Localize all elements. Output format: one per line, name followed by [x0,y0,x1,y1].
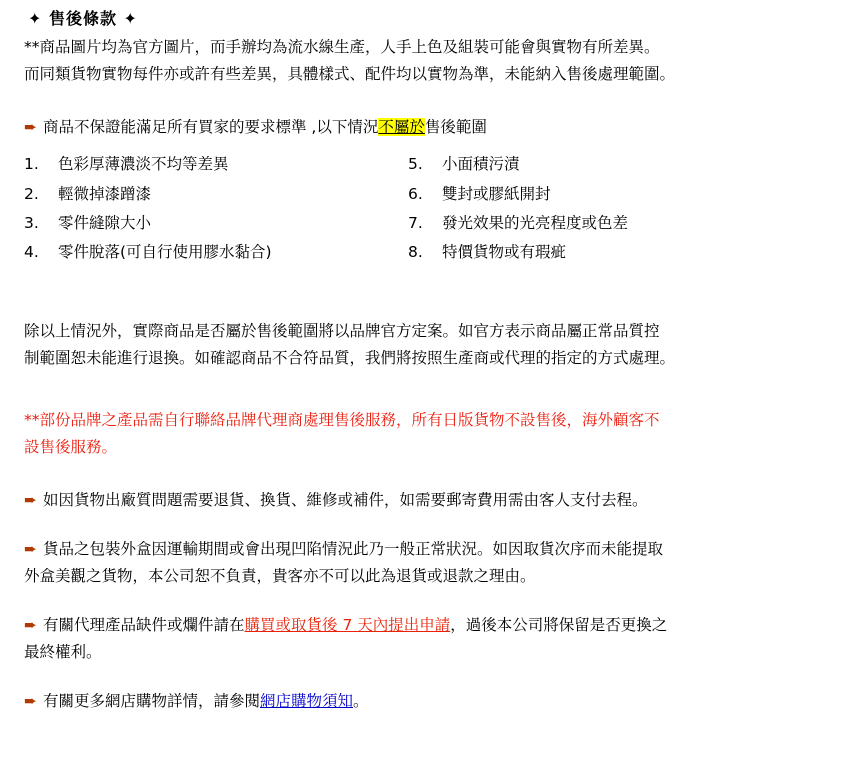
exclusion-left-num-4: 4. [24,243,39,262]
exclusion-right-num-3: 7. [408,213,423,232]
exclusions-table [24,150,844,267]
table-row [24,150,844,179]
exclusion-right-num-2: 6. [408,184,423,203]
spacer [24,667,850,689]
bullet-3-line-2: 最終權利。 [24,643,102,662]
arrow-icon: ➨ [24,692,37,711]
bullet-4-pre: 有關更多網店購物詳情，請參閱 [43,692,261,711]
bullet-4 [24,689,850,714]
spacer [24,462,850,488]
arrow-icon: ➨ [24,118,37,137]
bullet-3-emphasis: 購買或取貨後 7 天內提出申請 [244,616,451,635]
spacer [24,89,850,115]
red-notice-line-2: 設售後服務。 [24,437,118,456]
exclusion-left-text-2: 輕微掉漆蹭漆 [58,184,152,203]
table-row [24,209,844,238]
bullet-1-text: 如因貨物出廠質問題需要退貨、換貨、維修或補件，如需要郵寄費用需由客人支付去程。 [43,490,648,509]
shopping-guide-link[interactable]: 網店購物須知 [260,692,354,711]
bullet-2-line-2: 外盒美觀之貨物，本公司恕不負責，貴客亦不可以此為退貨或退款之理由。 [24,566,536,585]
bullet-3-post: ，過後本公司將保留是否更換之 [450,616,668,635]
exclusion-left-text-1: 色彩厚薄濃淡不均等差異 [58,155,229,174]
spacer [24,515,850,537]
bullet-3-pre: 有關代理產品缺件或爛件請在 [43,616,245,635]
exclusion-left-text-4: 零件脫落(可自行使用膠水黏合) [58,243,272,262]
spacer [24,374,850,408]
red-notice-line-1: **部份品牌之產品需自行聯絡品牌代理商處理售後服務，所有日版貨物不設售後，海外顧客不 [24,410,660,429]
table-row [24,238,844,267]
scope-notice-after: 售後範圍 [424,118,487,137]
exclusion-right-text-1: 小面積污漬 [442,155,520,174]
general-terms-line-2: 制範圍恕未能進行退換。如確認商品不合符品質，我們將按照生產商或代理的指定的方式處理。 [24,349,676,368]
exclusion-right-text-3: 發光效果的光亮程度或色差 [442,213,629,232]
spacer [24,591,850,613]
bullet-2 [24,537,850,562]
scope-notice-highlight: 不屬於 [378,118,425,137]
exclusion-right-num-4: 8. [408,243,423,262]
spacer [24,267,850,319]
exclusion-left-num-3: 3. [24,213,39,232]
scope-notice [24,115,850,140]
intro-line-2: 而同類貨物實物每件亦或許有些差異，具體樣式、配件均以實物為準，未能納入售後處理範圍。 [24,65,676,84]
table-row [24,180,844,209]
intro-line-1: **商品圖片均為官方圖片，而手辦均為流水線生產，人手上色及組裝可能會與實物有所差異。 [24,38,660,56]
exclusion-left-text-3: 零件縫隙大小 [58,213,152,232]
arrow-icon: ➨ [24,490,37,509]
arrow-icon: ➨ [24,539,37,558]
bullet-3 [24,613,850,638]
bullet-1 [24,488,850,513]
exclusion-right-text-2: 雙封或膠紙開封 [442,184,551,203]
page-title: ✦ 售後條款 ✦ [28,9,138,28]
arrow-icon: ➨ [24,616,37,635]
bullet-2-line-1: 貨品之包裝外盒因運輸期間或會出現凹陷情況此乃一般正常狀況。如因取貨次序而未能提取 [43,539,664,558]
exclusion-left-num-2: 2. [24,184,39,203]
scope-notice-before: 商品不保證能滿足所有買家的要求標準 ,以下情況 [43,118,379,137]
exclusion-right-text-4: 特價貨物或有瑕疵 [442,243,567,262]
exclusion-left-num-1: 1. [24,155,39,174]
exclusion-right-num-1: 5. [408,155,423,174]
bullet-4-post: 。 [353,692,369,711]
general-terms-line-1: 除以上情況外，實際商品是否屬於售後範圍將以品牌官方定案。如官方表示商品屬正常品質控 [24,322,660,341]
